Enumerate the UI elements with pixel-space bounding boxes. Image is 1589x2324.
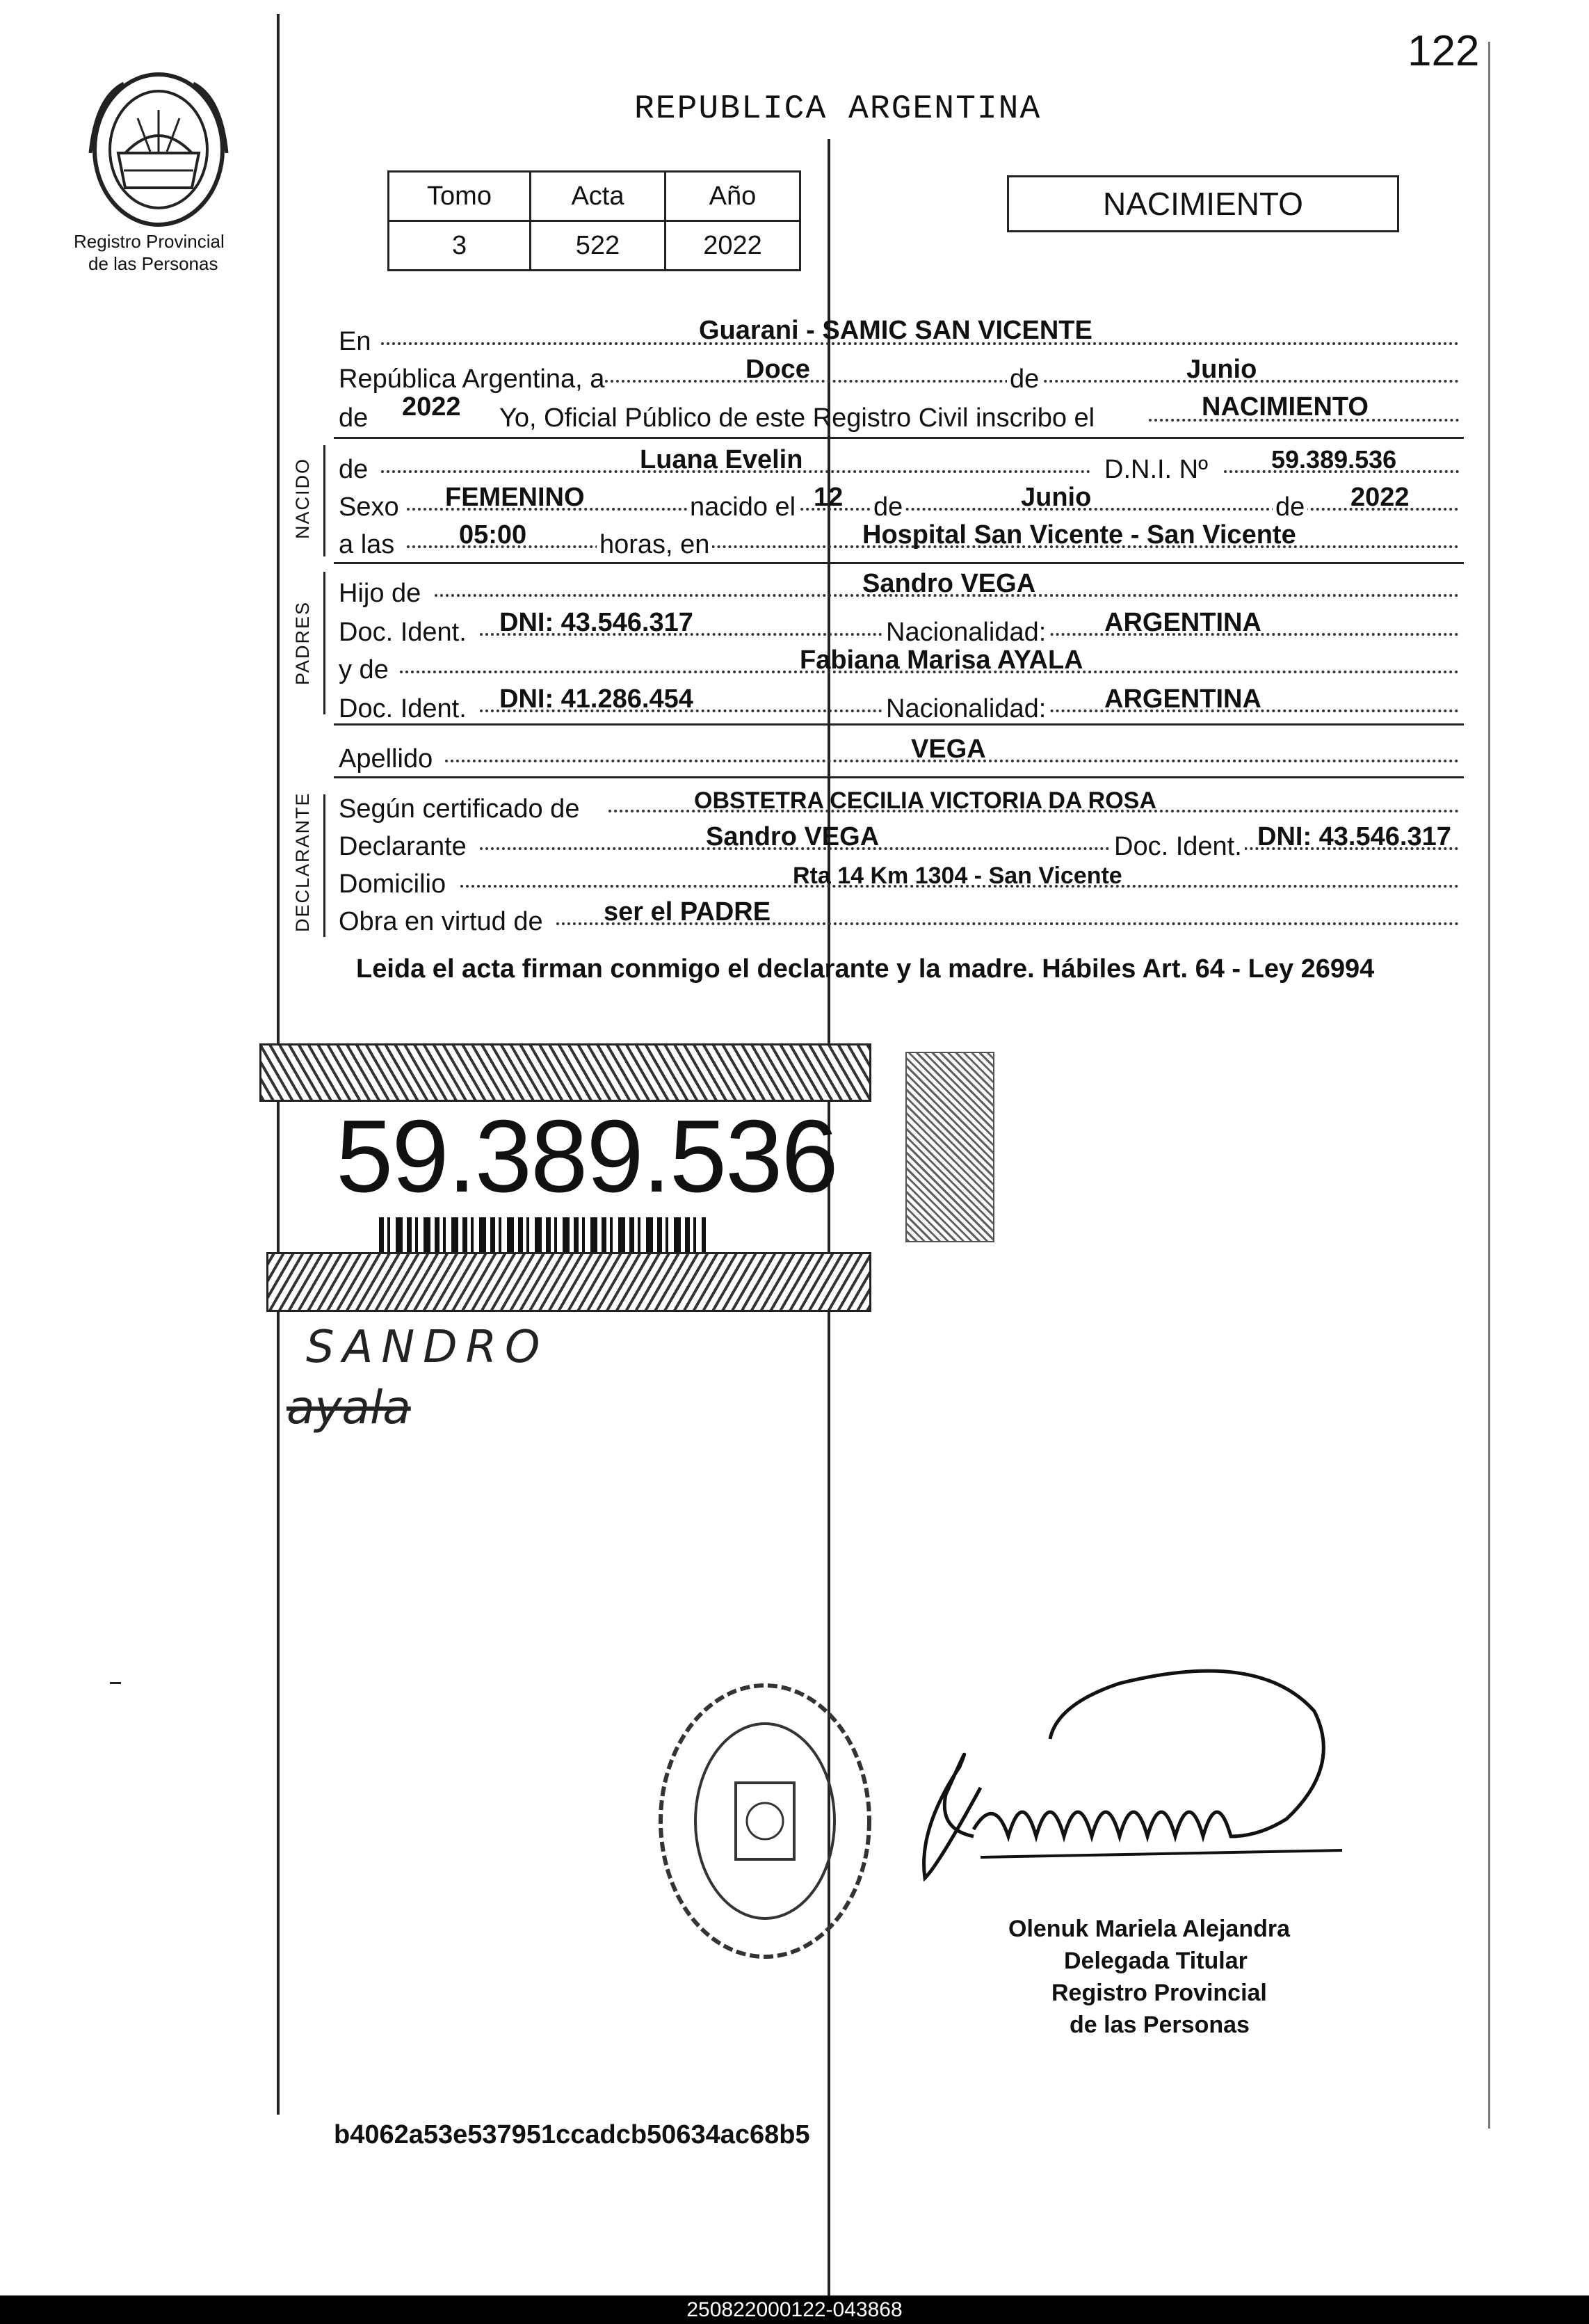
apellido-label: Apellido	[339, 744, 433, 774]
horas-label: horas, en	[597, 529, 712, 561]
record-table	[387, 170, 801, 271]
sticker-number: 59.389.536	[336, 1099, 837, 1214]
mother-nationality: ARGENTINA	[1104, 684, 1261, 714]
misiones-emblem-icon	[82, 70, 235, 230]
right-margin-line	[1488, 42, 1490, 2129]
header-anio: Año	[665, 172, 800, 221]
declarante-doc-label: Doc. Ident.	[1111, 831, 1245, 863]
mother-doc: DNI: 41.286.454	[499, 684, 693, 714]
year-value: 2022	[402, 392, 461, 422]
father-nat-label: Nacionalidad:	[883, 616, 1049, 648]
obra-label: Obra en virtud de	[339, 907, 543, 936]
father-doc: DNI: 43.546.317	[499, 608, 693, 637]
hologram-mark	[905, 1052, 994, 1242]
handwritten-name: SANDRO	[306, 1322, 549, 1373]
logo-caption-line1: Registro Provincial	[74, 231, 225, 252]
de-label-1: de	[1007, 363, 1042, 395]
cert-label: Según certificado de	[339, 794, 580, 824]
father-name: Sandro VEGA	[862, 569, 1036, 598]
de-label-2: de	[339, 403, 369, 433]
value-anio: 2022	[665, 221, 800, 271]
mother-name: Fabiana Marisa AYALA	[800, 646, 1083, 675]
record-table-value-row	[389, 221, 800, 271]
footer-bar	[0, 2295, 1589, 2324]
birth-day: 12	[814, 483, 844, 512]
signatory-line4: de las Personas	[1070, 2012, 1250, 2038]
signature-scribble-icon	[897, 1656, 1398, 1892]
declarante-doc: DNI: 43.546.317	[1257, 822, 1451, 851]
closing-text: Leida el acta firman conmigo el declarante y la madre. Hábiles Art. 64 - Ley 26994	[356, 954, 1375, 984]
mother-doc-label: Doc. Ident.	[339, 694, 467, 723]
value-tomo: 3	[389, 221, 531, 271]
padres-section-label: PADRES	[292, 600, 313, 685]
mother-nat-label: Nacionalidad:	[883, 693, 1049, 725]
en-label: En	[339, 327, 371, 356]
handwritten-surname: ayala	[287, 1381, 411, 1434]
record-type-box	[1007, 175, 1399, 232]
birth-de-label-2: de	[1273, 491, 1307, 523]
domicilio-label: Domicilio	[339, 870, 446, 899]
birth-year: 2022	[1350, 483, 1410, 512]
dni-sticker	[259, 1043, 871, 1315]
footer-code: 250822000122-043868	[686, 2298, 903, 2321]
child-name: Luana Evelin	[640, 445, 803, 474]
inscribo-value: NACIMIENTO	[1202, 392, 1369, 422]
document-hash: b4062a53e537951ccadcb50634ac68b5	[334, 2120, 810, 2149]
sexo-value: FEMENINO	[445, 483, 585, 512]
province-logo	[82, 70, 235, 230]
birth-de-label: de	[871, 491, 905, 523]
yde-label: y de	[339, 655, 389, 684]
month-value: Junio	[1186, 355, 1257, 384]
seal-stamp-icon	[647, 1675, 883, 1967]
father-doc-label: Doc. Ident.	[339, 618, 467, 647]
page-number: 122	[1407, 27, 1480, 75]
official-text: Yo, Oficial Público de este Registro Civil inscribo el	[499, 403, 1095, 433]
child-dni: 59.389.536	[1271, 445, 1397, 474]
signatory-line3: Registro Provincial	[1051, 1980, 1267, 2006]
signatory-line1: Olenuk Mariela Alejandra	[1008, 1916, 1290, 1942]
declarante-value: Sandro VEGA	[706, 822, 880, 851]
sexo-label: Sexo	[339, 492, 399, 522]
signatory-line2: Delegada Titular	[1064, 1948, 1248, 1974]
sticker-pattern-bottom	[266, 1252, 871, 1312]
declarante-label: Declarante	[339, 832, 467, 861]
hour-value: 05:00	[459, 520, 527, 550]
alas-label: a las	[339, 530, 395, 559]
record-type: NACIMIENTO	[1103, 186, 1303, 222]
day-value: Doce	[745, 355, 810, 384]
nacido-de-label: de	[339, 455, 369, 484]
sticker-pattern-top	[259, 1043, 871, 1102]
signature	[897, 1656, 1398, 1892]
country-title: REPUBLICA ARGENTINA	[634, 90, 1042, 128]
birth-place: Hospital San Vicente - San Vicente	[862, 520, 1296, 550]
header-tomo: Tomo	[389, 172, 531, 221]
record-table-header-row	[389, 172, 800, 221]
domicilio-value: Rta 14 Km 1304 - San Vicente	[793, 863, 1122, 889]
dni-label: D.N.I. Nº	[1104, 455, 1208, 484]
declarante-section-label: DECLARANTE	[292, 792, 313, 932]
obra-value: ser el PADRE	[604, 897, 771, 927]
nacido-section-label: NACIDO	[292, 457, 313, 539]
father-nationality: ARGENTINA	[1104, 608, 1261, 637]
hospital-seal	[647, 1675, 883, 1967]
republica-label: República Argentina, a	[339, 364, 605, 394]
en-value: Guarani - SAMIC SAN VICENTE	[699, 316, 1092, 345]
hijo-label: Hijo de	[339, 579, 421, 608]
nacido-label: nacido el	[687, 491, 798, 523]
value-acta: 522	[531, 221, 666, 271]
birth-month: Junio	[1021, 483, 1092, 512]
logo-caption-line2: de las Personas	[88, 253, 218, 274]
header-acta: Acta	[531, 172, 666, 221]
cert-value: OBSTETRA CECILIA VICTORIA DA ROSA	[694, 787, 1156, 814]
apellido-value: VEGA	[911, 735, 986, 764]
